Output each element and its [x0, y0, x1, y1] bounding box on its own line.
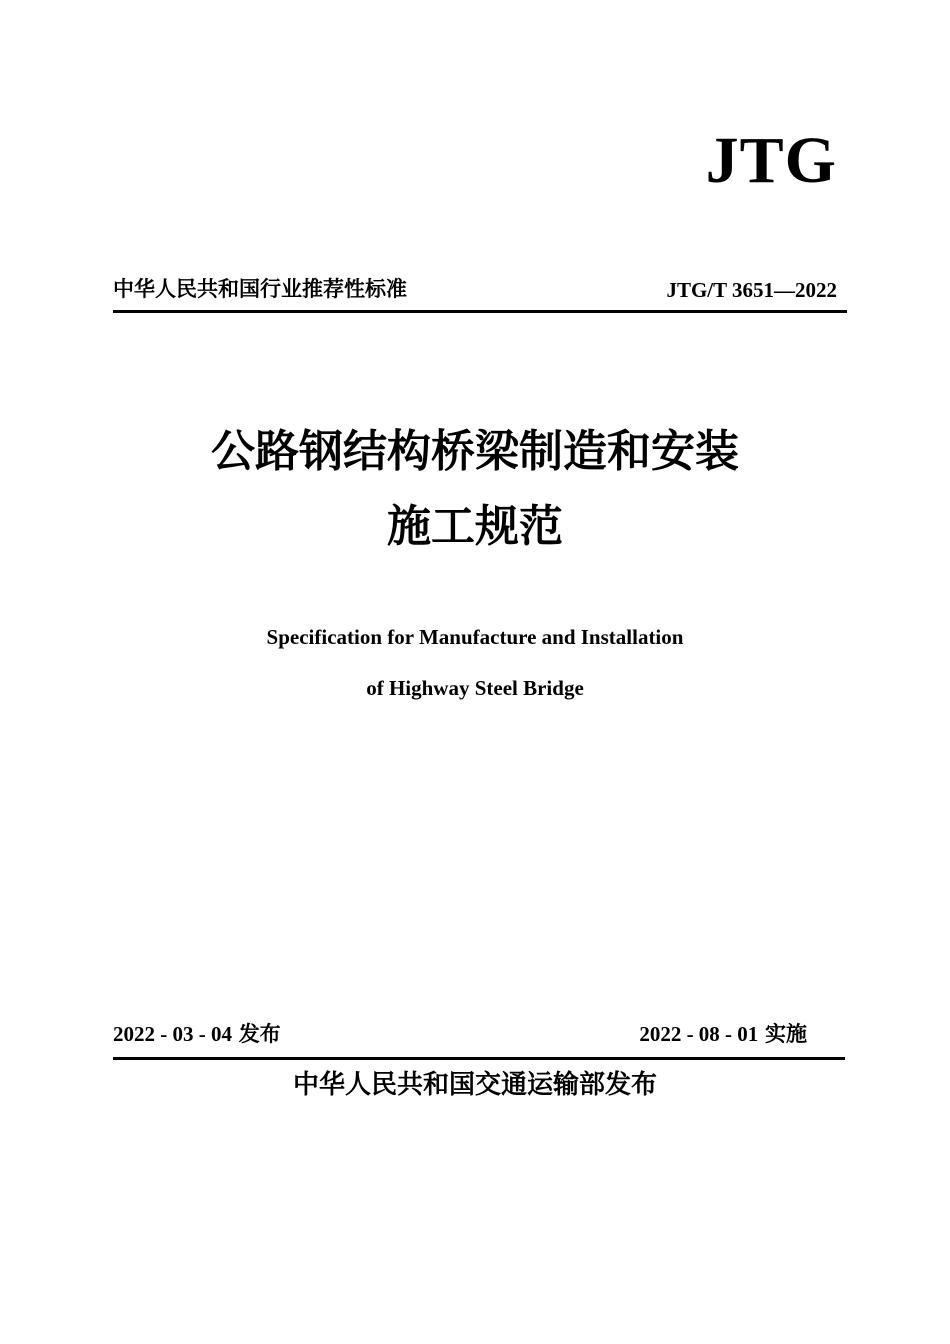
title-chinese-line-2: 施工规范 [387, 501, 563, 552]
standard-category: 中华人民共和国行业推荐性标准 [113, 277, 407, 301]
implementation-date-line [639, 1020, 807, 1048]
issue-date: 2022 - 03 - 04 [113, 1022, 232, 1046]
title-chinese-line-1: 公路钢结构桥梁制造和安装 [211, 426, 739, 477]
header-divider [113, 310, 847, 313]
publisher: 中华人民共和国交通运输部发布 [292, 1070, 657, 1100]
footer-divider [113, 1057, 845, 1060]
implementation-date: 2022 - 08 - 01 [639, 1022, 759, 1046]
issue-label: 发布 [238, 1022, 281, 1046]
title-english-line-1: Specification for Manufacture and Installation [266, 625, 684, 649]
standard-logo: JTG [705, 124, 837, 197]
title-english-line-2: of Highway Steel Bridge [366, 676, 584, 700]
standard-code: JTG/T 3651—2022 [666, 278, 837, 302]
implementation-label: 实施 [765, 1022, 807, 1046]
issue-date-line [113, 1020, 281, 1048]
